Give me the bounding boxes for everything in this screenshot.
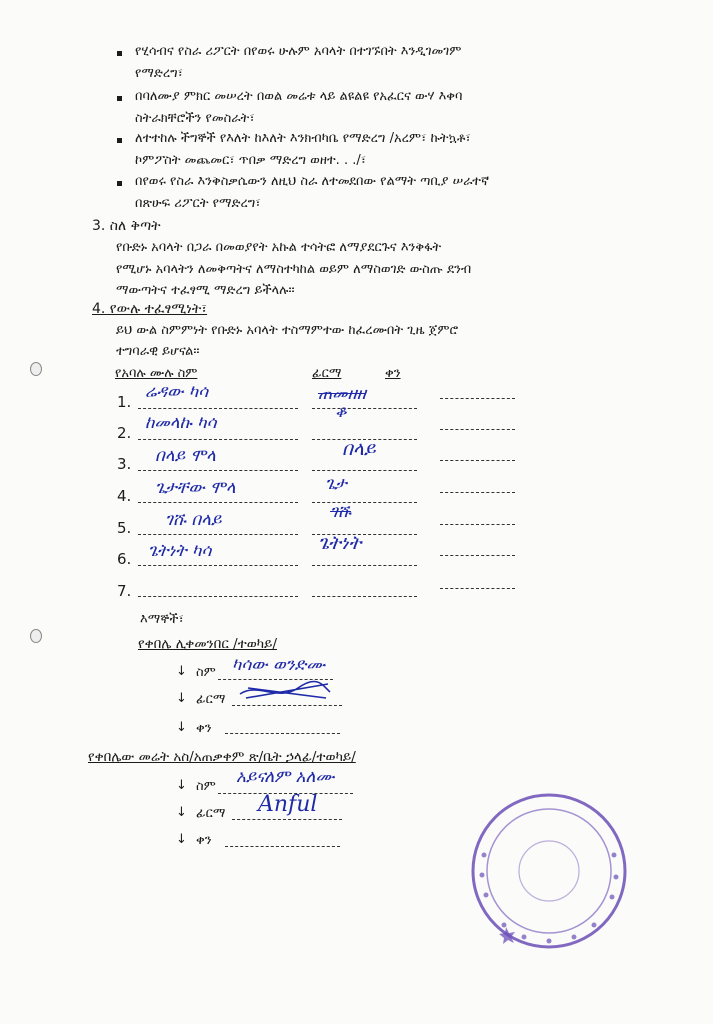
date-line (440, 555, 515, 556)
witness-2-title: የቀበሌው መሬት አስ/አጠቃቀም ጽ/ቤት ኃላፊ/ተወካይ/ (88, 749, 356, 765)
bullet-3-line-1: ለተተከሉ ችግኞች የእለት ከእለት እንክብካቤ የማድረግ /አረም፣ ኩትኳቶ፣ (135, 131, 471, 146)
row-number: 7. (117, 582, 132, 600)
witness-1-date-label: ቀን (196, 721, 212, 736)
official-stamp (464, 785, 634, 960)
bullet-icon (117, 181, 122, 186)
name-line (138, 470, 298, 471)
name-line (138, 408, 298, 409)
member-signature: ጌታ (325, 474, 347, 494)
name-line (138, 596, 298, 597)
row-number: 1. (117, 393, 132, 411)
member-signature: ቆ (335, 402, 347, 422)
date-line (440, 588, 515, 589)
witness-2-date-label: ቀን (196, 833, 212, 848)
date-line (440, 429, 515, 430)
name-line (138, 439, 298, 440)
signature-line (312, 565, 417, 566)
row-number: 3. (117, 455, 132, 473)
member-name: ሬዳው ካሳ (145, 382, 209, 402)
section-3-line-3: ማውጣትና ተፈፃሚ ማድረግ ይችላሉ። (116, 283, 295, 298)
column-header-name: የአባሉ ሙሉ ስም (115, 366, 198, 381)
name-line (138, 565, 298, 566)
witness-2-name: አይናለም አለሙ (236, 767, 335, 787)
member-signature: ገሹ (330, 502, 352, 522)
witness-2-signature-line (232, 819, 342, 820)
signature-line (312, 596, 417, 597)
member-name: ከመላኩ ካሳ (145, 413, 217, 433)
section-3-line-2: የሚሆኑ አባላትን ለመቅጣትና ለማስተካከል ወይም ለማስወገድ ውስጡ ደንብ (116, 262, 472, 277)
name-line (138, 534, 298, 535)
member-name: ጌትነት ካሳ (148, 541, 212, 561)
bullet-2-line-1: በባለሙያ ምክር መሠረት በወል መሬቱ ላይ ልዩልዩ የአፈርና ውሃ እቀባ (135, 89, 463, 104)
section-4-heading: 4. የውሉ ተፈፃሚነት፣ (92, 301, 208, 317)
witness-2-signature: Anful (258, 792, 318, 817)
column-header-date: ቀን (385, 366, 401, 381)
witness-1-title: የቀበሌ ሊቀመንበር /ተወካይ/ (138, 636, 277, 652)
signature-line (312, 470, 417, 471)
punch-hole (30, 362, 42, 376)
bullet-1-line-2: የማድረግ፣ (135, 66, 183, 81)
witness-1-date-line (225, 733, 340, 734)
bullet-icon (117, 138, 122, 143)
row-number: 4. (117, 487, 132, 505)
member-signature: በላይ (342, 438, 376, 460)
signature-line (312, 502, 417, 503)
row-number: 6. (117, 550, 132, 568)
bullet-4-line-1: በየወሩ የስራ እንቅስቃሴውን ለዚህ ስራ ለተመደበው የልማት ጣቢያ ሠራተኛ (135, 174, 490, 189)
section-4-line-1: ይህ ውል ስምምነት የቡድኑ አባላት ተስማምተው ከፈረሙበት ጊዜ ጀምሮ (116, 323, 459, 338)
witness-1-name: ካሳው ወንድሙ (232, 655, 326, 675)
member-signature: ጌትነት (318, 532, 362, 554)
arrow-down-icon: ↓ (176, 832, 187, 847)
row-number: 2. (117, 424, 132, 442)
arrow-down-icon: ↓ (176, 691, 187, 706)
section-3-heading: 3. ስለ ቅጣት (92, 218, 161, 234)
row-number: 5. (117, 519, 132, 537)
bullet-icon (117, 96, 122, 101)
member-name: ገሹ በላይ (165, 510, 222, 530)
witness-2-name-label: ስም (196, 779, 216, 794)
date-line (440, 492, 515, 493)
date-line (440, 460, 515, 461)
bullet-icon (117, 51, 122, 56)
witness-2-date-line (225, 846, 340, 847)
bullet-3-line-2: ኮምፖስት መጨመር፣ ጥበቃ ማድረግ ወዘተ. . ./፣ (135, 153, 367, 168)
witness-1-signature-scribble (238, 680, 333, 702)
punch-hole (30, 629, 42, 643)
arrow-down-icon: ↓ (176, 664, 187, 679)
witness-2-signature-label: ፊርማ (196, 806, 226, 821)
column-header-signature: ፊርማ (312, 366, 342, 381)
member-name: ጌታቸው ሞላ (155, 478, 236, 498)
arrow-down-icon: ↓ (176, 720, 187, 735)
arrow-down-icon: ↓ (176, 778, 187, 793)
witnesses-label: እማኞች፣ (140, 612, 184, 627)
member-name: በላይ ሞላ (155, 446, 216, 466)
date-line (440, 524, 515, 525)
bullet-4-line-2: በጽሁፍ ሪፖርት የማድረግ፣ (135, 196, 261, 211)
signature-line (312, 408, 417, 409)
bullet-2-line-2: ስትራክቸሮችን የመስራት፣ (135, 111, 255, 126)
section-3-line-1: የቡድኑ አባላት በጋራ በመወያየት አኩል ተሳትፎ ለማያደርጉና እንቅፋት (116, 240, 442, 255)
bullet-1-line-1: የሂሳብና የስራ ሪፖርት በየወሩ ሁሉም አባላት በተገኙበት እንዲገመገም (135, 44, 462, 59)
date-line (440, 398, 515, 399)
witness-1-signature-line (232, 705, 342, 706)
member-signature: ጠመዘዘ (318, 384, 366, 404)
arrow-down-icon: ↓ (176, 805, 187, 820)
name-line (138, 502, 298, 503)
witness-1-signature-label: ፊርማ (196, 692, 226, 707)
witness-1-name-label: ስም (196, 665, 216, 680)
section-4-line-2: ተግባራዊ ይሆናል። (116, 344, 200, 359)
